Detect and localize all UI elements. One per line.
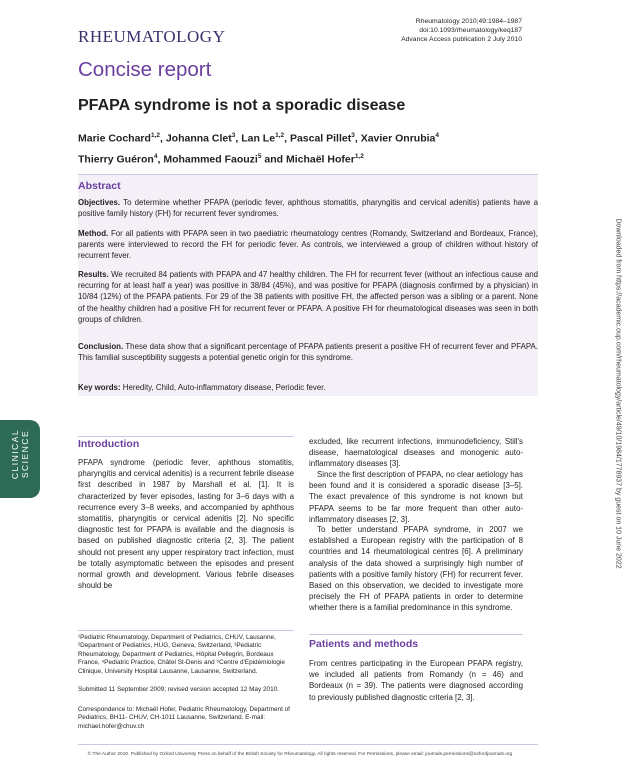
intro-paragraph: PFAPA syndrome (periodic fever, aphthous stomatitis, pharyngitis and cervical adenitis) is a recurrent febrile disease first described in 1987 by Marshall et al. [1]. It is characterized by fever episodes, lasting for 3–6 days with a recurrence every 3–8 weeks, and accompanied by aphthous stomatitis, pharyngitis or cervical adenitis [2]. No specific diagnostic test for PFAPA is available and the diagnosis is based on published diagnostic criteria [2, 3]. The patient should not present any upper respiratory tract infection, must be totally asymptomatic between the episodes and present normal growth and development. Various febrile diseases should be [78, 458, 294, 591]
objectives-text: To determine whether PFAPA (periodic fever, aphthous stomatitis, pharyngitis and cervical adenitis) patients have a positive family history (FH) for recurrent fever syndromes. [78, 198, 538, 219]
tab-line2: SCIENCE [20, 429, 30, 479]
author-affil: 1,2 [150, 132, 160, 139]
right-paragraph-1: excluded, like recurrent infections, immunodeficiency, Still's disease, haematological diseases and monogenic auto-inflammatory diseases [3]. [309, 437, 523, 469]
submitted-note: Submitted 11 September 2009; revised version accepted 12 May 2010. [78, 686, 279, 693]
author-name: , Johanna Clet [159, 132, 232, 145]
keywords-label: Key words: [78, 383, 121, 392]
right-paragraph-3: To better understand PFAPA syndrome, in 2007 we established a European registry with the participation of 8 countries and 14 rheumatological centres [6]. A preliminary analysis of the data showed a surprisingly high number of patients with a positive family history (FH) for recurrent fever. Based on this observation, we decided to investigate more precisely the FH of PFAPA patients in order to determine whether there is a familial predominance in this syndrome. [309, 525, 523, 613]
correspondence: Correspondence to: Michaël Hofer, Pediatric Rheumatology, Department of Pediatrics, BH11- CHUV, CH-1011 Lausanne, Switzerland. E-mail: michael.hofer@chuv.ch [78, 706, 290, 730]
method-label: Method. [78, 229, 109, 238]
author-name: , Xavier Onrubia [354, 132, 436, 145]
methods-heading: Patients and methods [309, 638, 419, 650]
abstract-keywords [78, 382, 538, 393]
citation-block [401, 17, 522, 45]
methods-paragraph: From centres participating in the European PFAPA registry, we included all patients from Romandy (n = 46) and Bordeaux (n = 39). The patients were diagnosed according to previously published diagnostic criteria [2, 3]. [309, 659, 523, 702]
keywords-text: Heredity, Child, Auto-inflammatory disease, Periodic fever. [120, 383, 326, 392]
author-list [78, 127, 538, 168]
author-affil: 3 [351, 132, 355, 139]
author-affil: 4 [153, 152, 158, 160]
author-name: , Lan Le [235, 132, 276, 145]
author-name: , Pascal Pillet [284, 132, 352, 145]
right-paragraph-2: Since the first description of PFAPA, no clear aetiology has been found and it is considered a sporadic disease [3–5]. The exact prevalence of this syndrome is not known but PFAPA seems to be far more frequent than other auto-inflammatory diseases [2, 3]. [309, 470, 523, 524]
author-affil: 1,2 [275, 132, 285, 139]
footnote-rule [78, 630, 294, 631]
intro-rule [78, 436, 294, 437]
author-affil: 4 [435, 132, 440, 139]
copyright-footer: © The Author 2010. Published by Oxford University Press on behalf of the British Society for Rheumatology. All rights reserved. For Permissions, please email: journals.permissions@oxfordjournals.org [87, 752, 513, 757]
journal-brand: RHEUMATOLOGY [78, 27, 226, 46]
clinical-science-label [10, 415, 30, 493]
tab-line1: CLINICAL [10, 428, 20, 480]
citation: Rheumatology 2010;49:1984–1987 [415, 18, 522, 25]
section-type: Concise report [78, 58, 212, 81]
author-affil: 3 [231, 132, 236, 139]
conclusion-text: These data show that a significant percentage of PFAPA patients present a positive FH of recurrent fever and PFAPA. This familial susceptibility suggests a potential genetic origin for this syndrome. [78, 342, 538, 363]
author-affil: 5 [257, 152, 262, 160]
author-name-guerón: Thierry Guéron [78, 153, 154, 165]
results-label: Results. [78, 270, 109, 279]
abstract-results [78, 269, 538, 325]
author-affil: 1,2 [354, 152, 364, 160]
affiliations: ¹Pediatric Rheumatology, Department of Pediatrics, CHUV, Lausanne, ²Department of Pediatrics, HUG, Geneva, Switzerland, ³Pediatric Rheumatology, Department of Pediatrics, Hôpital Pellegrin, Bordeaux France, ⁴Pediatric Practice, Châtel St-Denis and ⁵Centre d'Epidémiologie Clinique, University Hospital Lausanne, Lausanne, Switzerland. [78, 634, 285, 675]
article-title: PFAPA syndrome is not a sporadic disease [78, 97, 406, 114]
author-name: Marie Cochard [78, 132, 151, 145]
objectives-label: Objectives. [78, 198, 121, 207]
method-text: For all patients with PFAPA seen in two paediatric rheumatology centres (Romandy, Switzerland and Bordeaux, France), parents were interviewed to record the FH for periodic fever. As controls, we interviewed a group of children without history of recurrent fever. [78, 229, 538, 261]
abstract-method [78, 228, 538, 262]
intro-heading: Introduction [78, 438, 140, 450]
results-text: We recruited 84 patients with PFAPA and 47 healthy children. The FH for recurrent fever (without an infectious cause and recurring for at least half a year) was positive in 38/84 (45%), and was positive for PFAPA (diagnosis confirmed by a physician) in 10/84 (12%) of the PFAPA patients. For 29 of the 38 patients with positive FH, the affected person was a sibling or a parent. None of the healthy children had a positive FH for recurrent fever or PFAPA. A positive FH for rheumatological diseases was seen in both groups of children. [78, 270, 538, 324]
methods-rule [309, 634, 523, 635]
abstract-objectives [78, 197, 538, 219]
abstract-heading: Abstract [78, 180, 121, 192]
doi[interactable]: doi:10.1093/rheumatology/keq187 [419, 27, 522, 35]
footer-rule [78, 744, 538, 745]
conclusion-label: Conclusion. [78, 342, 124, 351]
author-name: and Michaël Hofer [261, 153, 355, 165]
author-name: , Mohammed Faouzi [157, 153, 258, 165]
download-note[interactable]: Downloaded from https://academic.oup.com/rheumatology/article/49/10/1984/1778937 by guest on 10 June 2022 [614, 218, 622, 569]
abstract-conclusion [78, 341, 538, 363]
advance-access: Advance Access publication 2 July 2010 [401, 36, 522, 44]
